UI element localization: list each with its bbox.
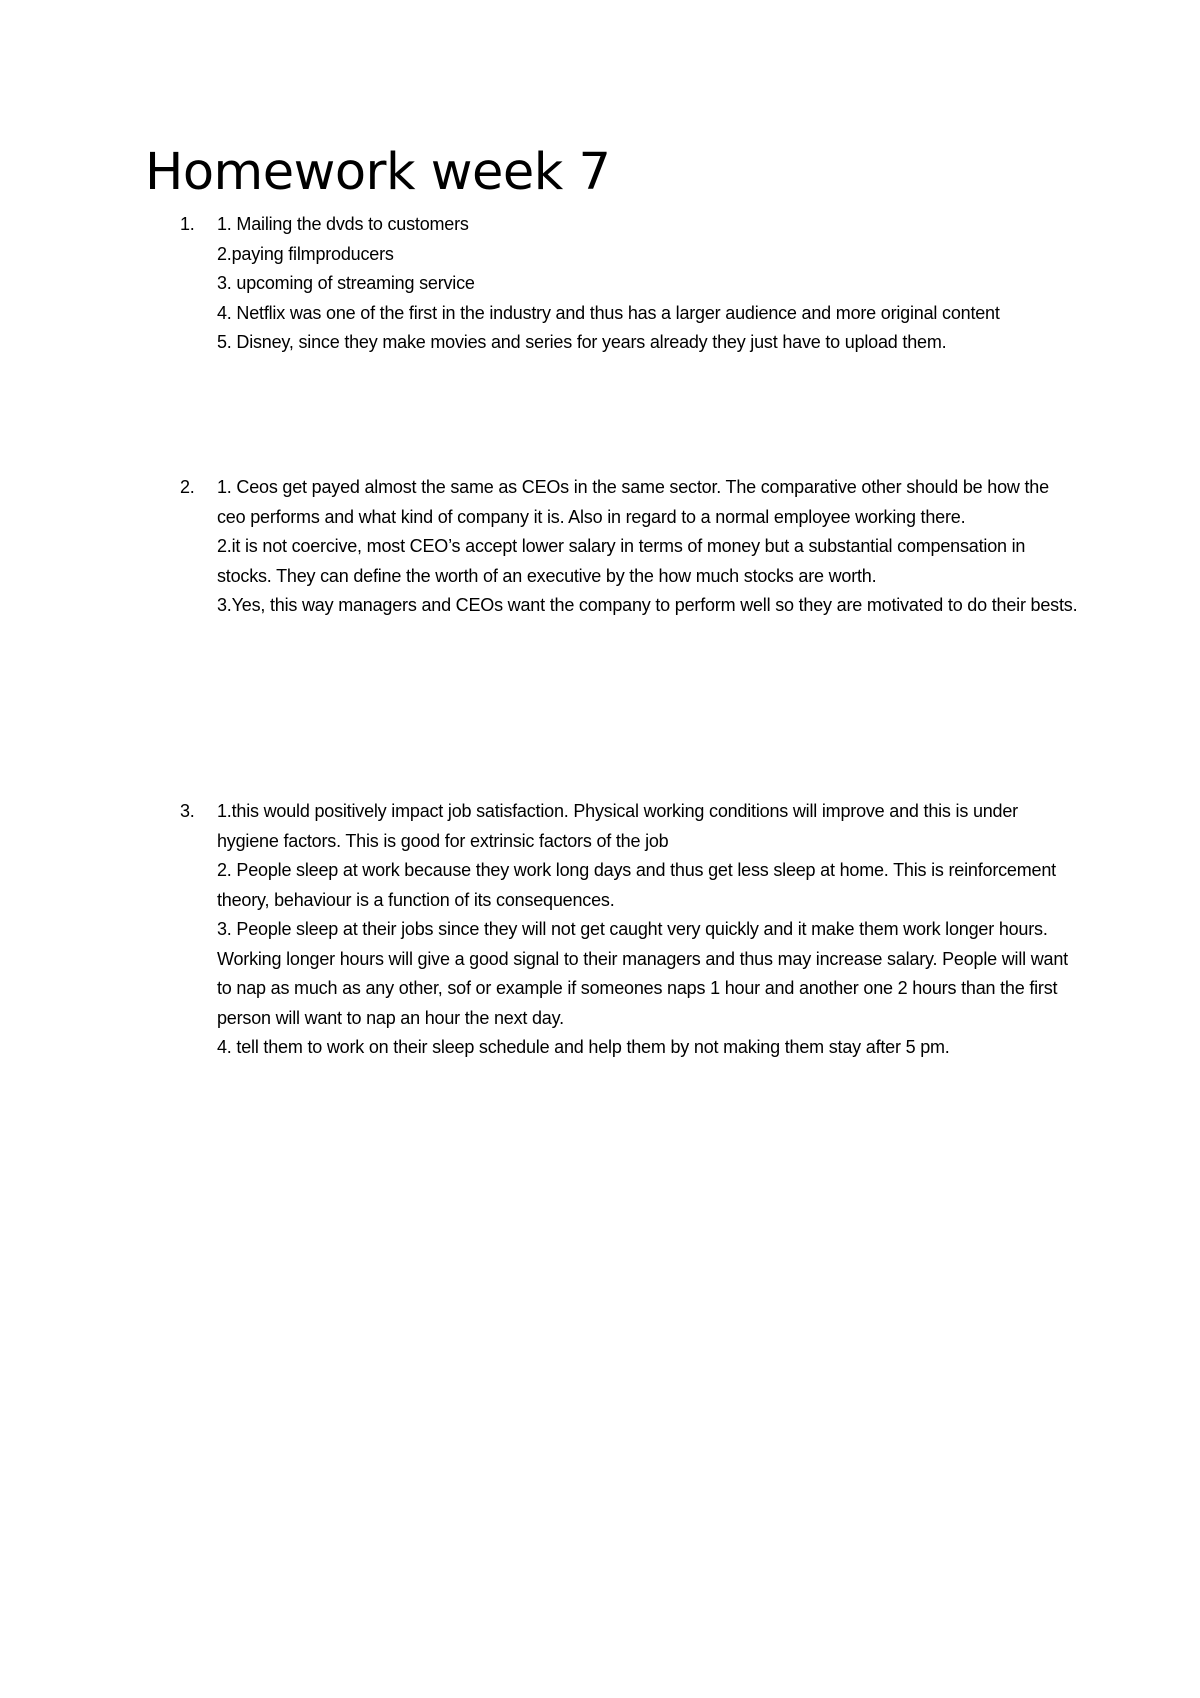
answer-item: 1. Ceos get payed almost the same as CEOs in the same sector. The comparative other should be how the ceo performs and what kind of company it is. Also in regard to a normal employee working there. [217,477,1049,527]
question-1 [180,210,1080,358]
answer-item: 3.Yes, this way managers and CEOs want the company to perform well so they are motivated to do their bests. [217,595,1078,615]
answer-item: 1. Mailing the dvds to customers [217,214,469,234]
question-2 [180,473,1080,621]
answer-item: 5. Disney, since they make movies and series for years already they just have to upload them. [217,332,947,352]
answer-item: 4. tell them to work on their sleep schedule and help them by not making them stay after 5 pm. [217,1037,950,1057]
answer-item: 3. upcoming of streaming service [217,273,475,293]
answer-item: 1.this would positively impact job satisfaction. Physical working conditions will improve and this is under hygiene factors. This is good for extrinsic factors of the job [217,801,1018,851]
answer-item: 2.paying filmproducers [217,243,394,264]
answer-item: 2. People sleep at work because they work long days and thus get less sleep at home. This is reinforcement theory, behaviour is a function of its consequences. [217,860,1056,910]
question-3 [180,797,1080,1063]
answer-item: 3. People sleep at their jobs since they will not get caught very quickly and it make them work longer hours. Working longer hours will give a good signal to their managers and thus may increase salary. People will want to nap as much as any other, sof or example if someones naps 1 hour and another one 2 hours than the first person will want to nap an hour the next day. [217,919,1068,1028]
answer-item: 4. Netflix was one of the first in the industry and thus has a larger audience and more original content [217,302,1000,323]
document-title: Homework week 7 [145,143,611,202]
question-answers [217,210,1080,358]
question-number: 2. [180,477,195,497]
question-answers [217,797,1080,1063]
answer-item: 2.it is not coercive, most CEO’s accept lower salary in terms of money but a substantial compensation in stocks. They can define the worth of an executive by the how much stocks are worth. [217,536,1026,586]
question-answers [217,473,1080,621]
question-number: 3. [180,801,195,821]
question-number: 1. [180,214,195,234]
